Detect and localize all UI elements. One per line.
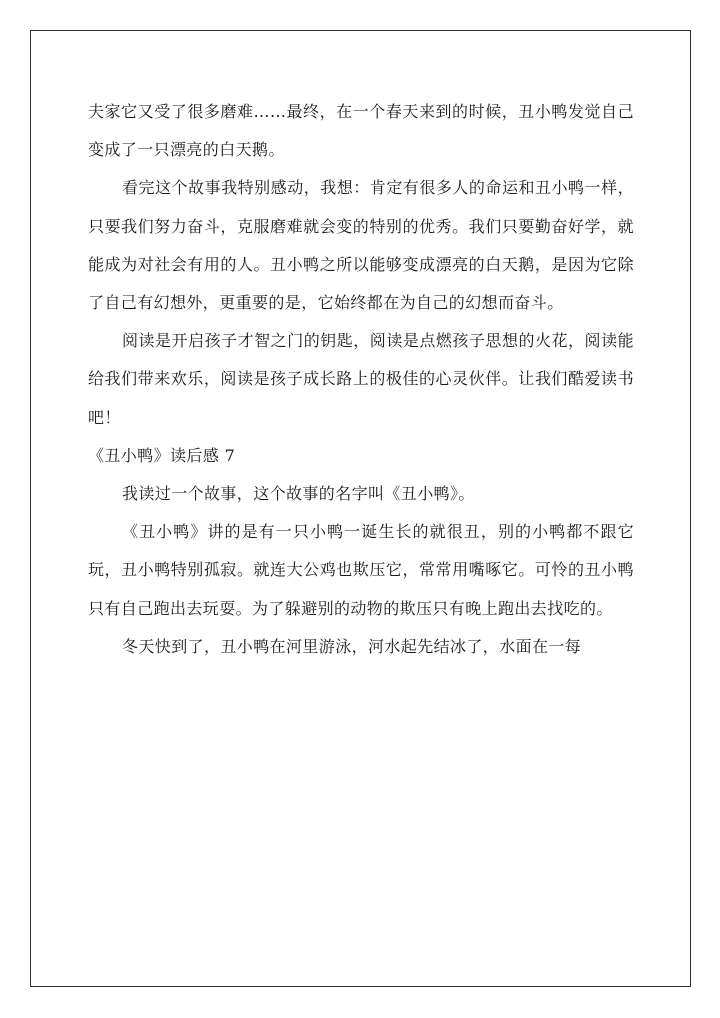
paragraph-story: 《丑小鸭》讲的是有一只小鸭一诞生长的就很丑，别的小鸭都不跟它玩，丑小鸭特别孤寂。就连大公鸡也欺压它，常常用嘴啄它。可怜的丑小鸭只有自己跑出去玩耍。为了躲避别的动物的欺压只有晚上跑出去找吃的。 bbox=[88, 522, 634, 618]
section-heading: 《丑小鸭》读后感 7 bbox=[88, 445, 236, 465]
paragraph-winter: 冬天快到了，丑小鸭在河里游泳，河水起先结冰了，水面在一每 bbox=[122, 636, 582, 656]
paragraph-reflection: 看完这个故事我特别感动，我想：肯定有很多人的命运和丑小鸭一样，只要我们努力奋斗，克服磨难就会变的特别的优秀。我们只要勤奋好学，就能成为对社会有用的人。丑小鸭之所以能够变成漂亮的白天鹅，是因为它除了自己有幻想外，更重要的是，它始终都在为自己的幻想而奋斗。 bbox=[88, 178, 634, 313]
paragraph-intro: 我读过一个故事，这个故事的名字叫《丑小鸭》。 bbox=[122, 484, 475, 504]
paragraph-continuation: 夫家它又受了很多磨难……最终，在一个春天来到的时候，丑小鸭发觉自己变成了一只漂亮的白天鹅。 bbox=[88, 102, 634, 160]
paragraph-reading: 阅读是开启孩子才智之门的钥匙，阅读是点燃孩子思想的火花，阅读能给我们带来欢乐，阅读是孩子成长路上的极佳的心灵伙伴。让我们酷爱读书吧！ bbox=[88, 331, 634, 427]
document-body bbox=[88, 93, 634, 666]
